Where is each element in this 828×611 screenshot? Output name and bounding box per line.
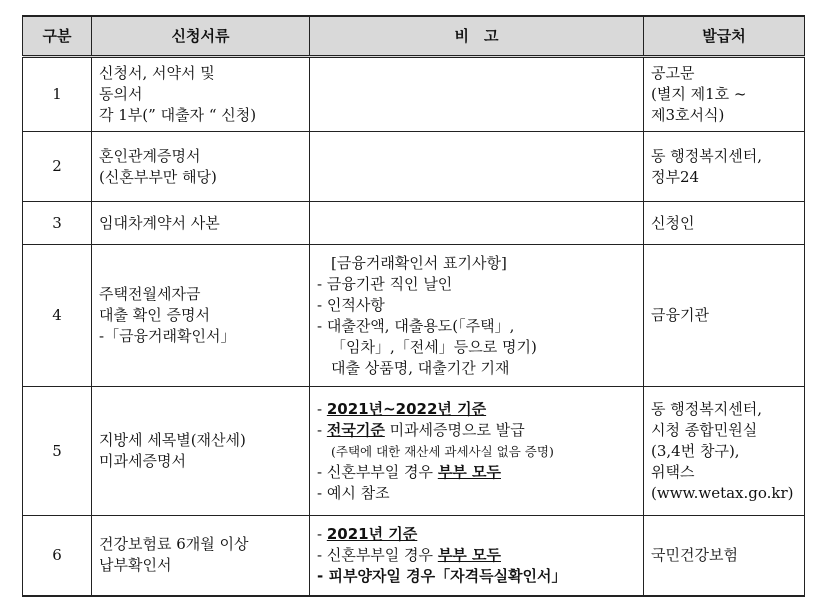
header-document: 신청서류: [92, 16, 310, 57]
note-cell: [310, 202, 644, 245]
text-line: 대출 상품명, 대출기간 기재: [331, 358, 510, 377]
row-number: 1: [23, 57, 92, 132]
row-number: 5: [23, 387, 92, 516]
table-row: [23, 245, 805, 387]
text-line: - 대출잔액, 대출용도(「주택」,: [317, 316, 515, 335]
text-line: (주택에 대한 재산세 과세사실 없음 증명): [331, 443, 554, 459]
text-line: 건강보험료 6개월 이상: [99, 535, 249, 554]
text-line: (신혼부부만 해당): [99, 167, 217, 186]
text-line: -「금융거래확인서」: [99, 327, 236, 345]
text-line: 금융기관: [651, 306, 709, 324]
document-cell: [92, 516, 310, 596]
text-span: - 신혼부부일 경우: [317, 462, 438, 481]
text-span: -: [317, 399, 327, 418]
text-line: 신청인: [651, 213, 695, 232]
emphasis: 2021년 기준: [326, 524, 418, 543]
document-cell: [92, 245, 310, 387]
text-line: 미과세증명서: [99, 452, 186, 470]
note-cell: [310, 516, 644, 596]
emphasis: 2021년~2022년 기준: [326, 399, 487, 418]
text-line: - 인적사항: [317, 295, 385, 314]
text-line: - 피부양자일 경우「자격득실확인서」: [317, 566, 567, 585]
text-line: 임대차계약서 사본: [99, 213, 220, 232]
document-cell: [92, 387, 310, 516]
text-span: - 신혼부부일 경우: [317, 545, 438, 564]
text-line: 국민건강보험: [651, 545, 738, 564]
text-line: 동의서: [99, 85, 143, 103]
table-row: [23, 202, 805, 245]
text-line: 혼인관계증명서: [99, 146, 201, 165]
documents-table: [22, 15, 805, 597]
table-row: [23, 387, 805, 516]
text-line: (www.wetax.go.kr): [651, 483, 794, 502]
note-cell: [310, 245, 644, 387]
text-span: -: [317, 524, 327, 543]
document-cell: [92, 132, 310, 202]
text-line: [317, 545, 636, 566]
text-line: 위택스: [651, 462, 695, 481]
text-line: (3,4번 창구),: [651, 441, 740, 460]
text-line: 각 1부(” 대출자 “ 신청): [99, 106, 257, 124]
issuer-cell: [644, 387, 805, 516]
table-row: [23, 57, 805, 132]
text-line: 시청 종합민원실: [651, 420, 758, 439]
header-row: [23, 16, 805, 57]
header-no: 구분: [23, 16, 92, 57]
issuer-cell: [644, 202, 805, 245]
document-cell: [92, 57, 310, 132]
row-number: 6: [23, 516, 92, 596]
text-span: 미과세증명으로 발급: [384, 420, 525, 439]
emphasis: 전국기준: [326, 420, 385, 439]
row-number: 4: [23, 245, 92, 387]
text-line: - 예시 참조: [317, 483, 390, 502]
emphasis: 부부 모두: [437, 545, 501, 564]
text-line: 동 행정복지센터,: [651, 399, 762, 418]
text-line: 「임차」,「전세」등으로 명기): [331, 337, 537, 356]
note-cell: [310, 132, 644, 202]
text-line: 주택전월세자금: [99, 285, 201, 303]
text-line: (별지 제1호 ~: [651, 85, 747, 103]
header-issuer: 발급처: [644, 16, 805, 57]
text-span: -: [317, 420, 327, 439]
note-cell: [310, 57, 644, 132]
text-line: 제3호서식): [651, 106, 725, 124]
text-line: [금융거래확인서 표기사항]: [331, 253, 507, 272]
document-cell: [92, 202, 310, 245]
text-line: 정부24: [651, 167, 700, 186]
text-line: [317, 462, 636, 483]
table-row: [23, 132, 805, 202]
note-cell: [310, 387, 644, 516]
row-number: 3: [23, 202, 92, 245]
emphasis: 부부 모두: [437, 462, 501, 481]
row-number: 2: [23, 132, 92, 202]
text-line: 납부확인서: [99, 556, 172, 575]
text-line: 지방세 세목별(재산세): [99, 431, 246, 449]
text-line: 대출 확인 증명서: [99, 306, 210, 324]
text-line: - 금융기관 직인 날인: [317, 274, 453, 293]
table-row: [23, 516, 805, 596]
header-note: 비 고: [310, 16, 644, 57]
text-line: 신청서, 서약서 및: [99, 64, 215, 82]
text-line: [317, 420, 636, 441]
text-line: 공고문: [651, 64, 695, 82]
text-line: [317, 524, 636, 545]
text-line: [317, 399, 636, 420]
text-line: 동 행정복지센터,: [651, 146, 762, 165]
issuer-cell: [644, 132, 805, 202]
issuer-cell: [644, 516, 805, 596]
issuer-cell: [644, 57, 805, 132]
issuer-cell: [644, 245, 805, 387]
